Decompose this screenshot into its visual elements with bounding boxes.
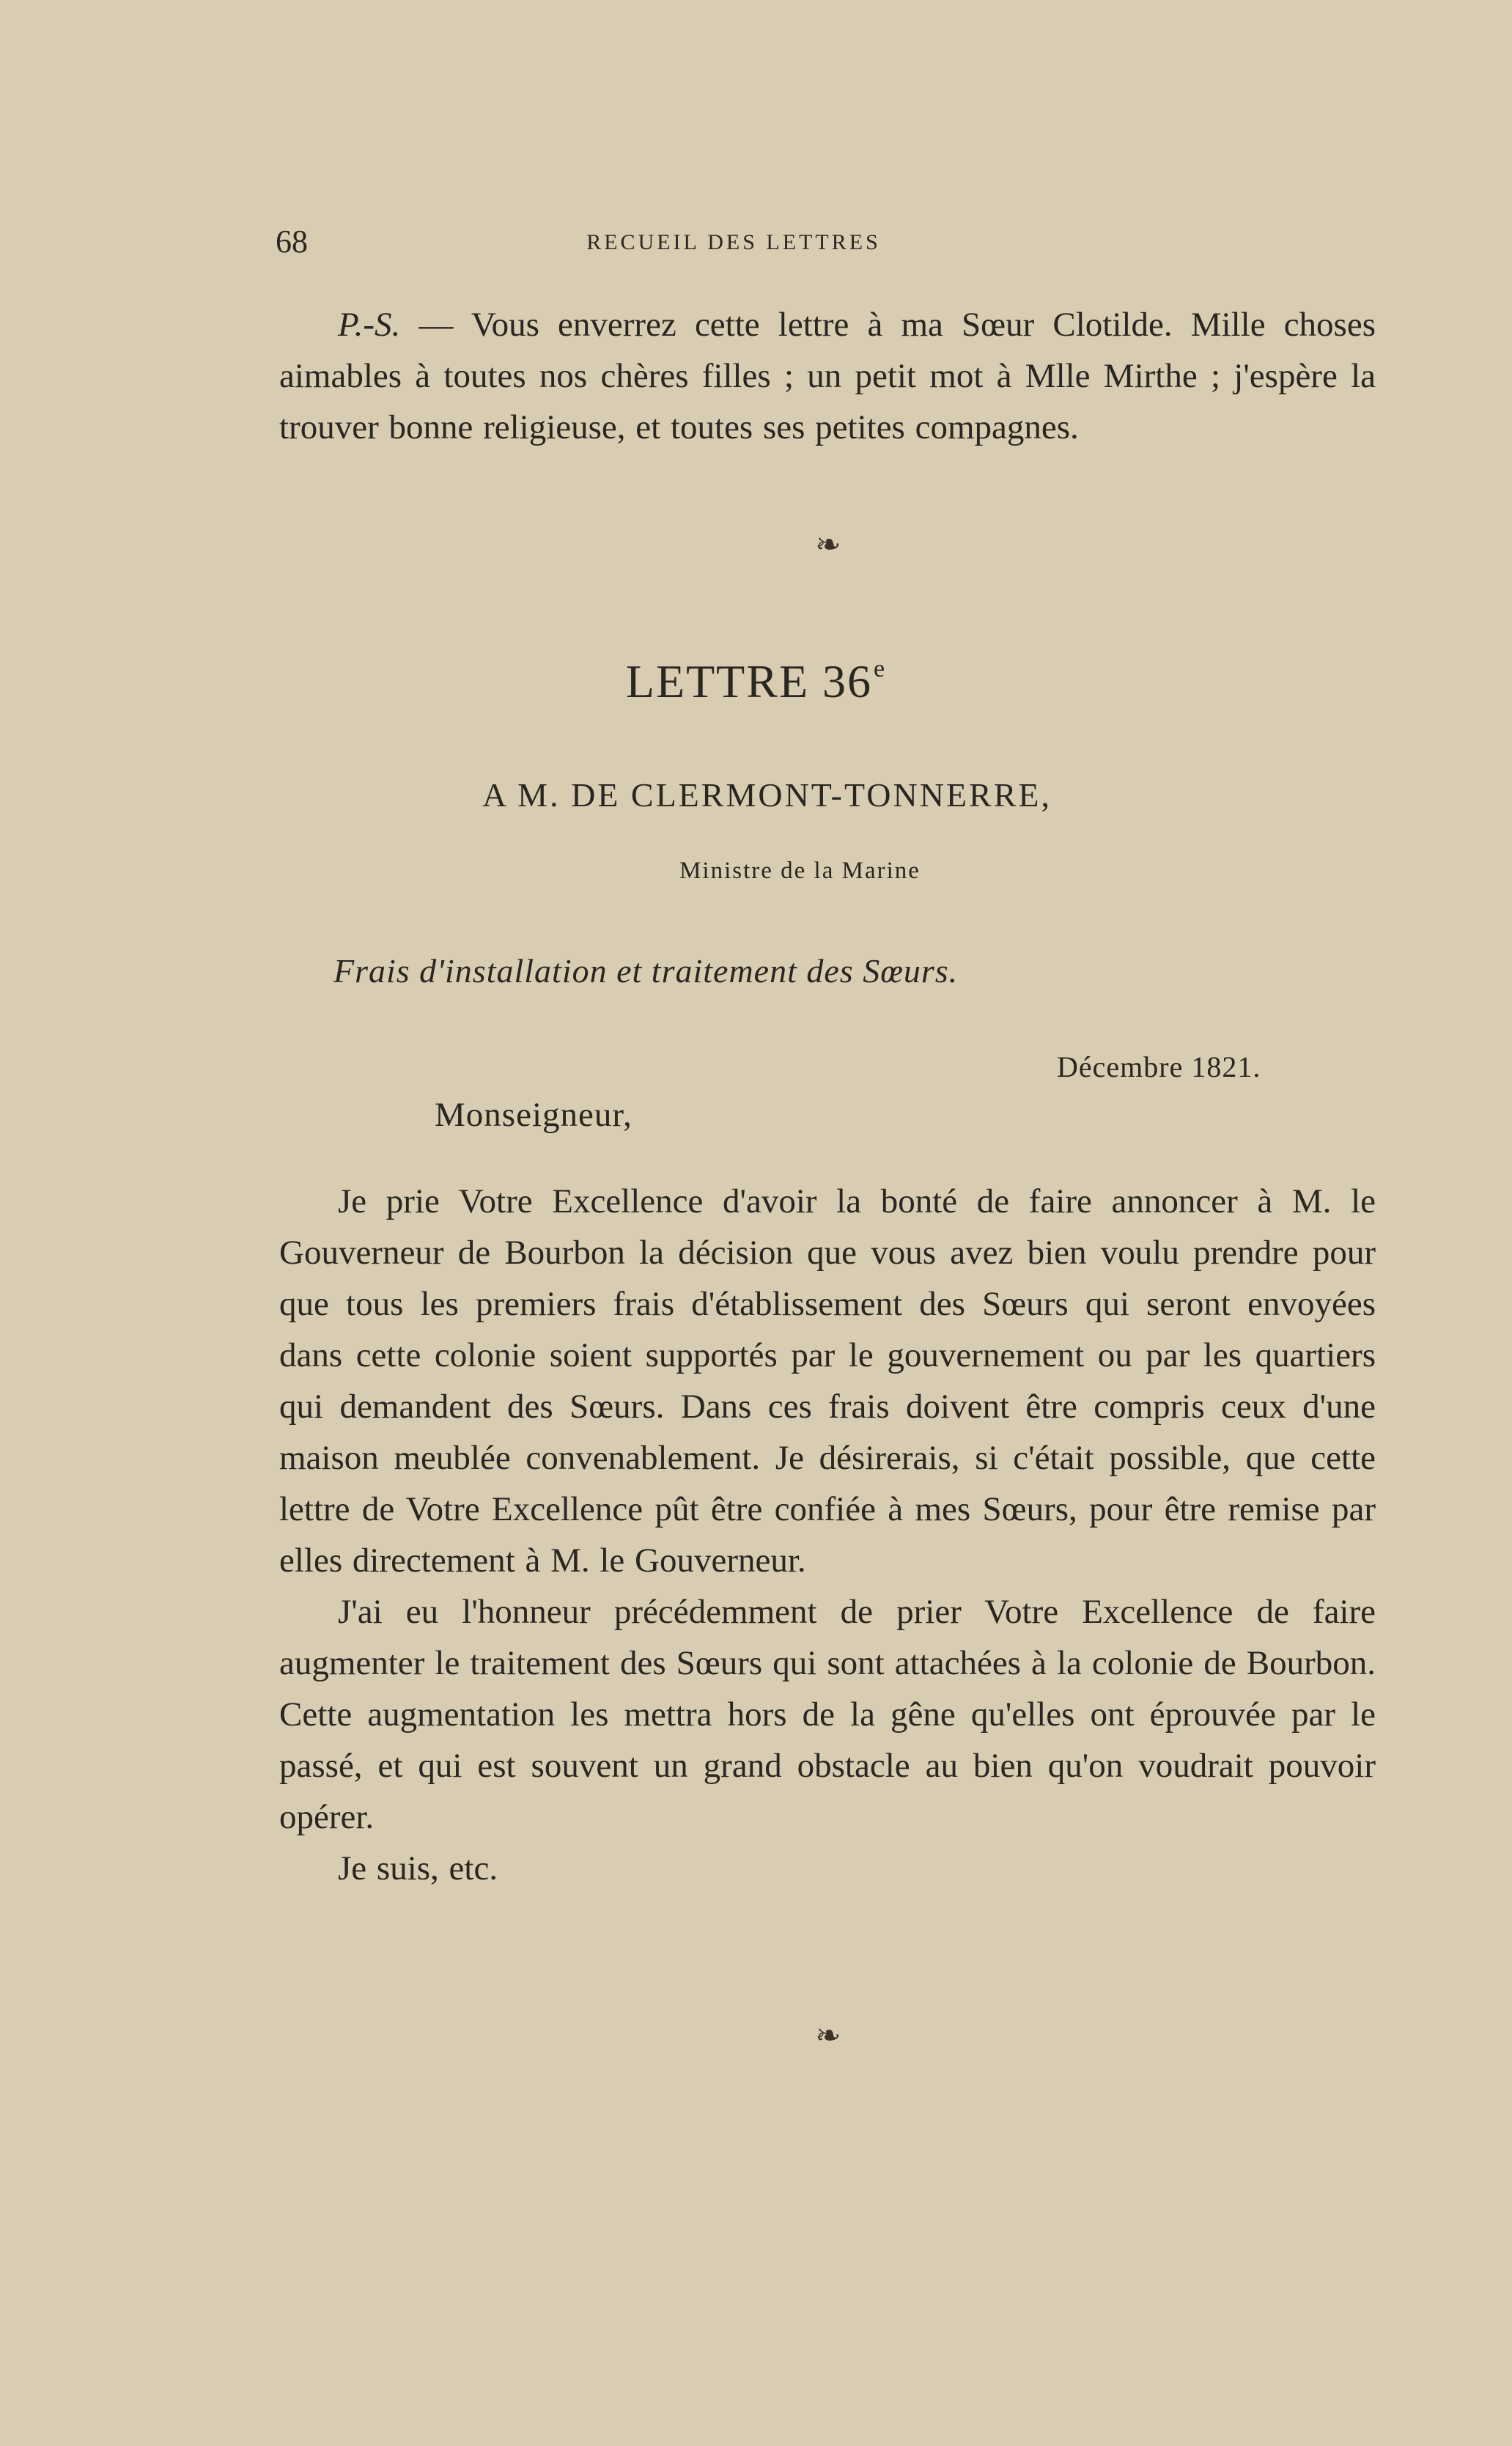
letter-salutation: Monseigneur, — [435, 1096, 633, 1134]
recipient-title: Ministre de la Marine — [679, 858, 921, 884]
closing-line: Je suis, etc. — [338, 1849, 498, 1887]
fleuron-ornament-icon: ❧ — [815, 2019, 841, 2053]
postscript — [279, 299, 1376, 453]
body-paragraph: Je prie Votre Excellence d'avoir la bonté de faire annoncer à M. le Gouverneur de Bourbon la décision que vous avez bien voulu prendre pour que tous les premiers frais d'établissement des Sœurs qui seront envoyées dans cette colonie soient supportés par le gouvernement ou par les quartiers qui demandent des Sœurs. Dans ces frais doivent être compris ceux d'une maison meublée convenablement. Je désirerais, si c'était possible, que cette lettre de Votre Excellence pût être confiée à mes Sœurs, pour être remise par elles directement à M. le Gouverneur. — [279, 1182, 1376, 1580]
body-paragraph: J'ai eu l'honneur précédemment de prier Votre Excellence de faire augmenter le traitement des Sœurs qui sont attachées à la colonie de Bourbon. Cette augmentation les mettra hors de la gêne qu'elles ont éprouvée par le passé, et qui est souvent un grand obstacle au bien qu'on voudrait pouvoir opérer. — [279, 1593, 1376, 1836]
letter-title-superscript: e — [874, 655, 887, 682]
running-head-text: RECUEIL DES LETTRES — [586, 230, 881, 254]
postscript-text: — Vous enverrez cette lettre à ma Sœur Clotilde. Mille choses aimables à toutes nos chères filles ; un petit mot à Mlle Mirthe ; j'espère la trouver bonne religieuse, et toutes ses petites compagnes. — [279, 306, 1376, 446]
letter-body — [279, 1176, 1376, 1894]
page-header — [276, 220, 1375, 264]
running-head — [276, 230, 1375, 255]
letter-title — [0, 655, 1512, 709]
letter-subject: Frais d'installation et traitement des Sœurs. — [333, 952, 959, 990]
page-number: 68 — [276, 224, 308, 259]
letter-date: Décembre 1821. — [1057, 1050, 1261, 1083]
postscript-paragraph — [279, 299, 1376, 453]
letter-title-text: LETTRE 36 — [625, 655, 873, 707]
fleuron-ornament-icon: ❧ — [815, 528, 841, 562]
postscript-label: P.-S. — [338, 306, 401, 344]
letter-recipient: A M. DE CLERMONT-TONNERRE, — [482, 776, 1052, 814]
